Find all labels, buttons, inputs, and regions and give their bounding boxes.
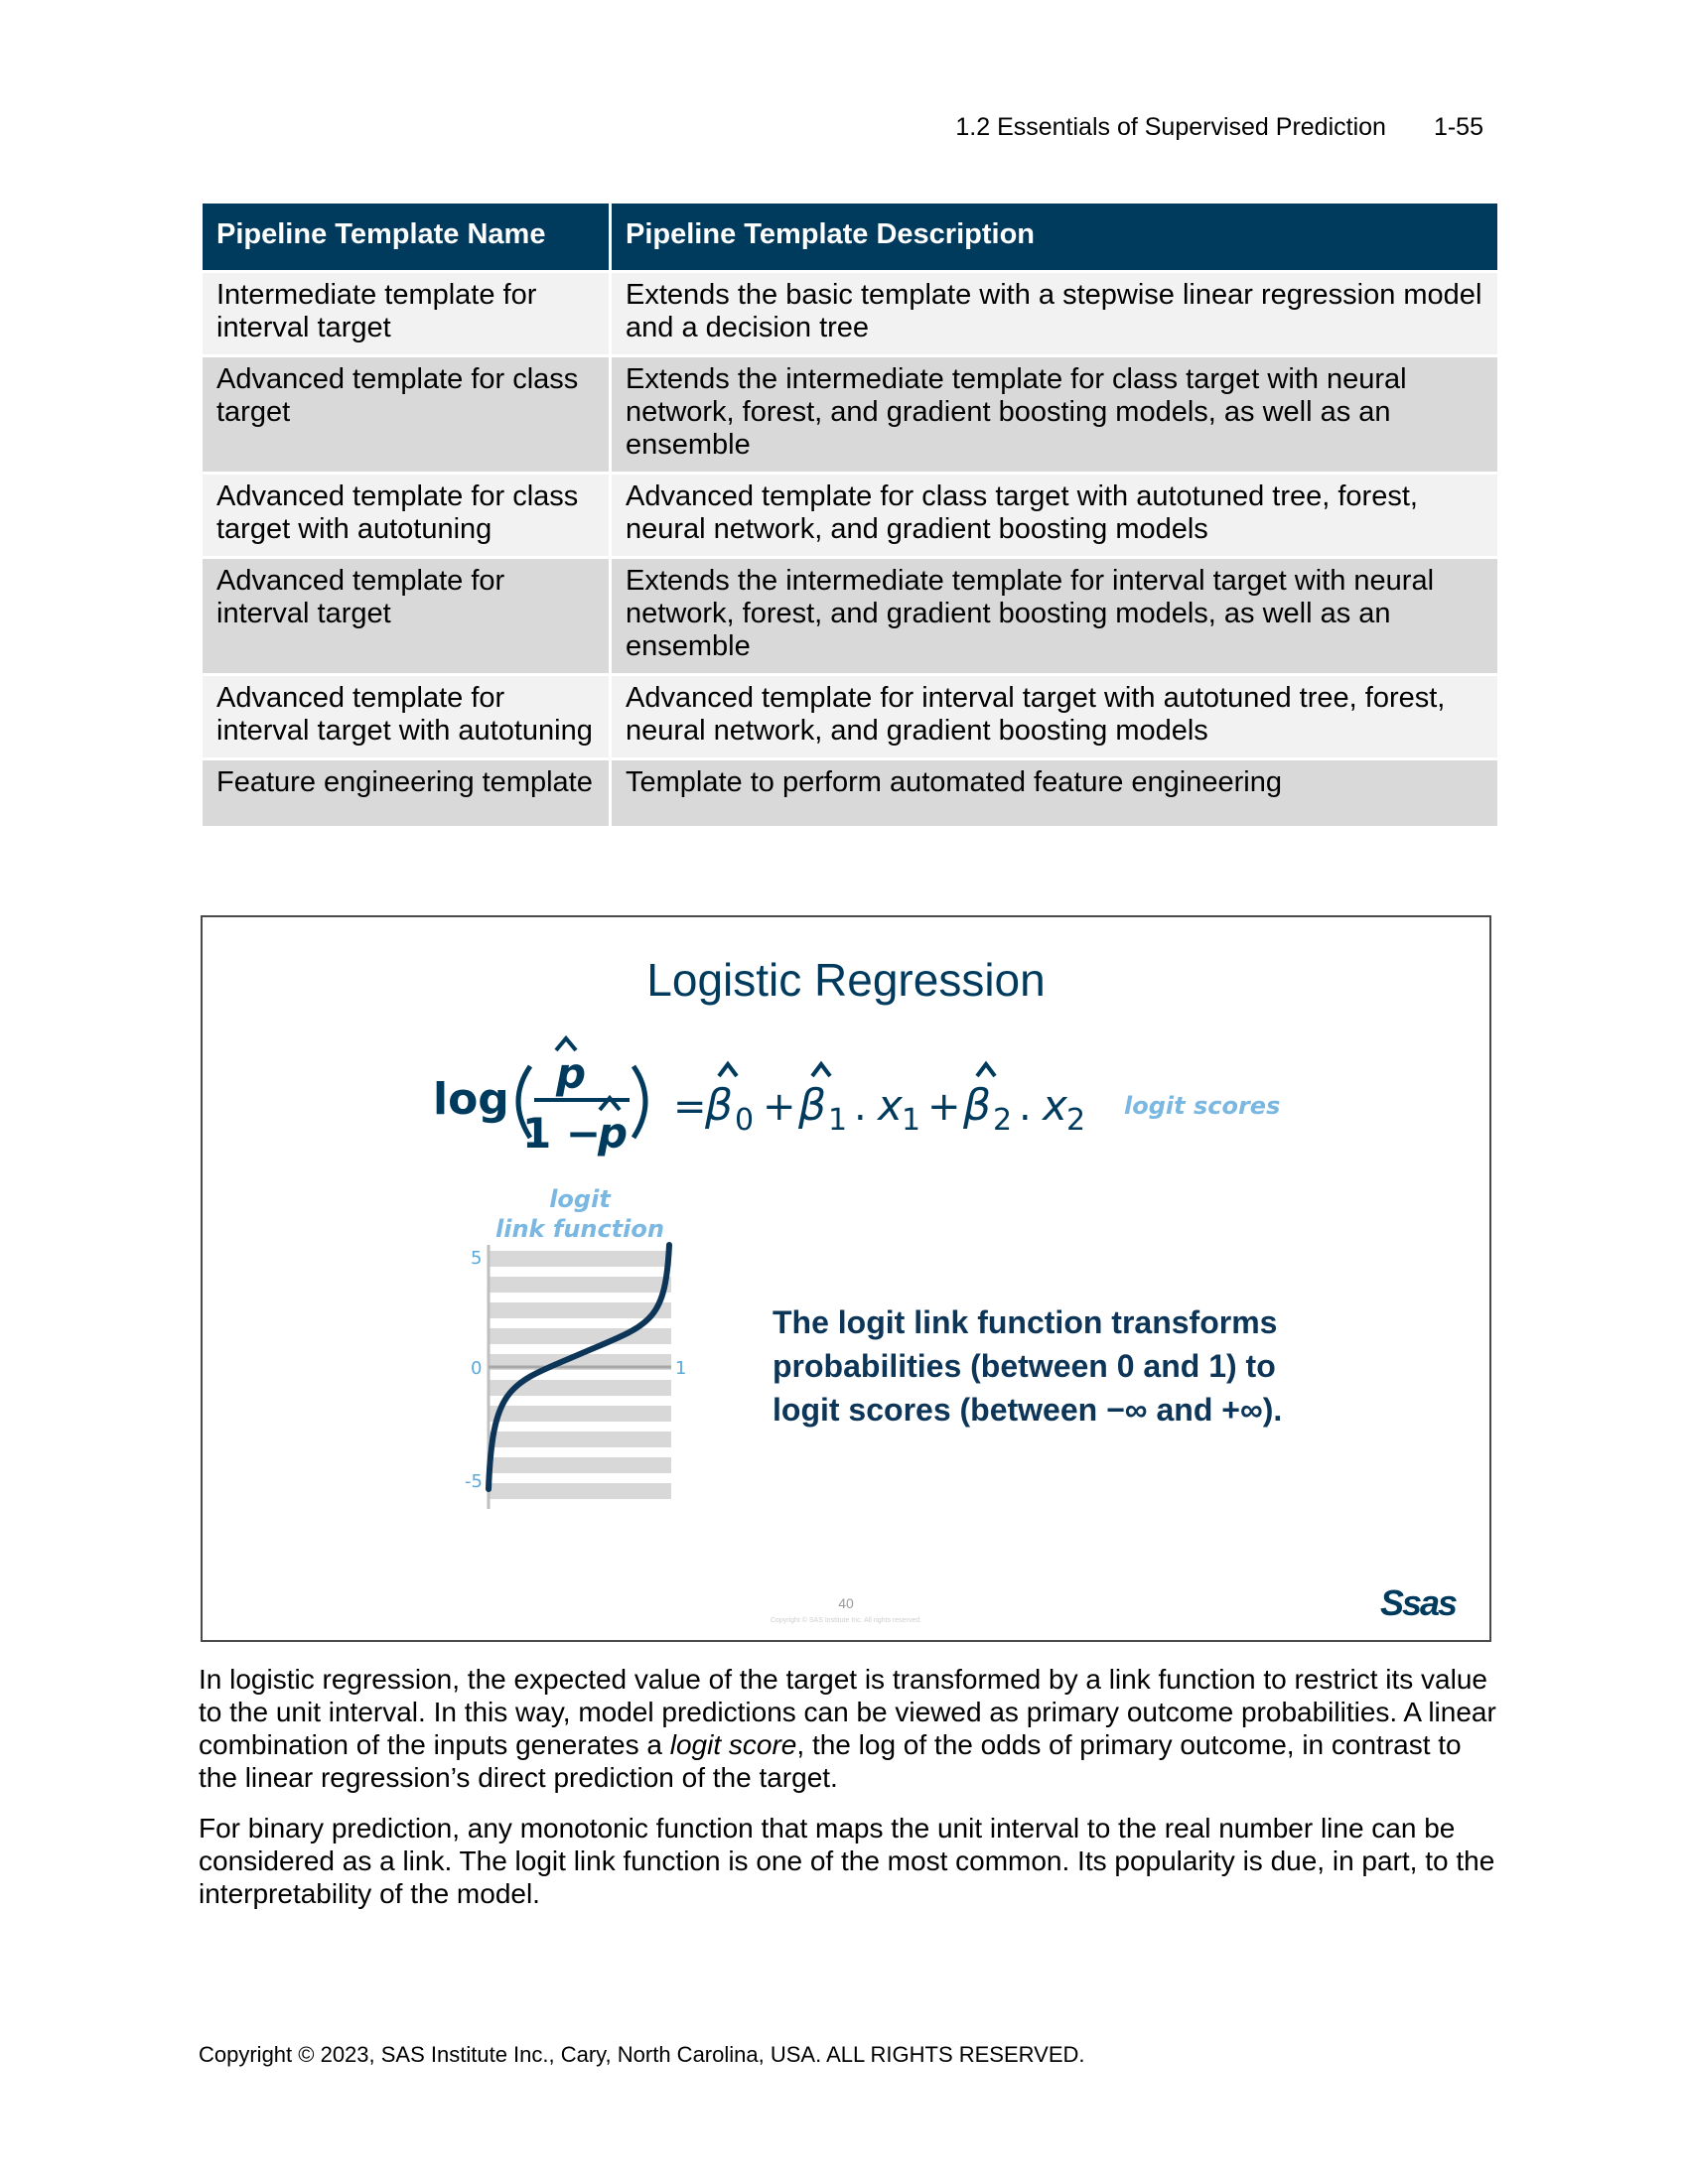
formula-plus: + [763, 1084, 796, 1130]
link-label-line2: link function [495, 1215, 664, 1243]
page-number: 1-55 [1433, 113, 1483, 141]
formula-log: log [433, 1074, 509, 1125]
pipeline-template-table [200, 201, 1500, 829]
template-name: Feature engineering template [202, 759, 611, 828]
paragraph-text: , the log of the odds of primary outcome, in contrast to the linear regression’s direct prediction of the target. [199, 1729, 1462, 1793]
formula-dot: . [854, 1084, 867, 1130]
hat-mark [812, 1064, 830, 1076]
hat-mark [719, 1064, 737, 1076]
slide-figure [201, 915, 1491, 1642]
template-description: Extends the intermediate template for class target with neural network, forest, and gradient boosting models, as well as an ensemble [611, 356, 1499, 474]
y-tick-label: -5 [465, 1471, 483, 1492]
section-title: 1.2 Essentials of Supervised Prediction [955, 113, 1386, 141]
sas-logo: Ssas [1380, 1582, 1457, 1623]
page-footer: Copyright © 2023, SAS Institute Inc., Cary, North Carolina, USA. ALL RIGHTS RESERVED. [199, 2042, 1085, 2067]
x-tick-label: 1 [675, 1358, 687, 1379]
table-row [202, 356, 1499, 474]
chart-band [489, 1406, 671, 1422]
formula-one-minus: 1 − [522, 1109, 602, 1158]
table-row [202, 474, 1499, 558]
logit-scores-label: logit scores [1124, 1092, 1281, 1120]
chart-band [489, 1277, 671, 1293]
logit-formula [433, 1038, 1085, 1158]
table-row [202, 675, 1499, 759]
formula-sub1: 1 [828, 1103, 848, 1138]
paragraph-logistic-regression [199, 1663, 1499, 1794]
hat-mark [977, 1064, 995, 1076]
formula-p-hat-numerator: p [556, 1049, 587, 1098]
template-description: Extends the basic template with a stepwise linear regression model and a decision tree [611, 272, 1499, 356]
formula-beta0: β [705, 1080, 734, 1131]
formula-beta2: β [963, 1080, 992, 1131]
chart-band [489, 1483, 671, 1499]
formula-x1: x [878, 1081, 903, 1130]
template-description: Extends the intermediate template for interval target with neural network, forest, and gradient boosting models, as well as an ensemble [611, 558, 1499, 675]
slide-title: Logistic Regression [646, 954, 1046, 1006]
formula-sub0: 0 [735, 1103, 755, 1138]
formula-x2: x [1043, 1081, 1067, 1130]
chart-band [489, 1457, 671, 1473]
formula-sub2: 2 [993, 1103, 1013, 1138]
formula-x2-sub: 2 [1066, 1103, 1086, 1138]
formula-x1-sub: 1 [902, 1103, 921, 1138]
formula-beta1: β [798, 1080, 827, 1131]
column-header-description: Pipeline Template Description [611, 203, 1499, 272]
chart-band [489, 1251, 671, 1267]
table-row [202, 272, 1499, 356]
template-name: Advanced template for class target with autotuning [202, 474, 611, 558]
link-label-line1: logit [549, 1185, 611, 1213]
emphasis-logit-score: logit score [669, 1729, 797, 1760]
y-tick-label: 5 [471, 1248, 483, 1269]
formula-p-hat-denominator: p [598, 1109, 629, 1158]
formula-dot: . [1019, 1084, 1032, 1130]
formula-equals: = [673, 1084, 707, 1130]
paragraph-binary-prediction: For binary prediction, any monotonic function that maps the unit interval to the real number line can be considered as a link. The logit link function is one of the most common. Its popularity is due, in part, to the interpretability of the model. [199, 1813, 1495, 1909]
column-header-name: Pipeline Template Name [202, 203, 611, 272]
table-header-row [202, 203, 1499, 272]
slide-number: 40 [838, 1595, 854, 1611]
right-paren [633, 1066, 645, 1138]
template-description: Advanced template for class target with autotuned tree, forest, neural network, and gradient boosting models [611, 474, 1499, 558]
slide-explanation: The logit link function transforms probabilities (between 0 and 1) to logit scores (between −∞ and +∞). [773, 1304, 1283, 1428]
table-row [202, 558, 1499, 675]
chart-band [489, 1432, 671, 1447]
template-name: Advanced template for class target [202, 356, 611, 474]
chart-band [489, 1302, 671, 1318]
template-name: Advanced template for interval target [202, 558, 611, 675]
template-name: Advanced template for interval target with autotuning [202, 675, 611, 759]
template-description: Advanced template for interval target with autotuned tree, forest, neural network, and gradient boosting models [611, 675, 1499, 759]
chart-band [489, 1328, 671, 1344]
logit-chart [465, 1245, 686, 1509]
table-row [202, 759, 1499, 828]
y-tick-label: 0 [471, 1358, 483, 1379]
slide-copyright: Copyright © SAS Institute Inc. All rights reserved. [770, 1617, 922, 1624]
template-name: Intermediate template for interval target [202, 272, 611, 356]
formula-plus: + [927, 1084, 961, 1130]
template-description: Template to perform automated feature engineering [611, 759, 1499, 828]
running-header [955, 113, 1483, 142]
paragraph-text: In logistic regression, the expected value of the target is transformed by a link function to restrict its value to the unit interval. In this way, model predictions can be viewed as primary outcome probabilities. A linear combination of the inputs generates a [199, 1664, 1496, 1760]
slide-graphics [203, 917, 1489, 1640]
